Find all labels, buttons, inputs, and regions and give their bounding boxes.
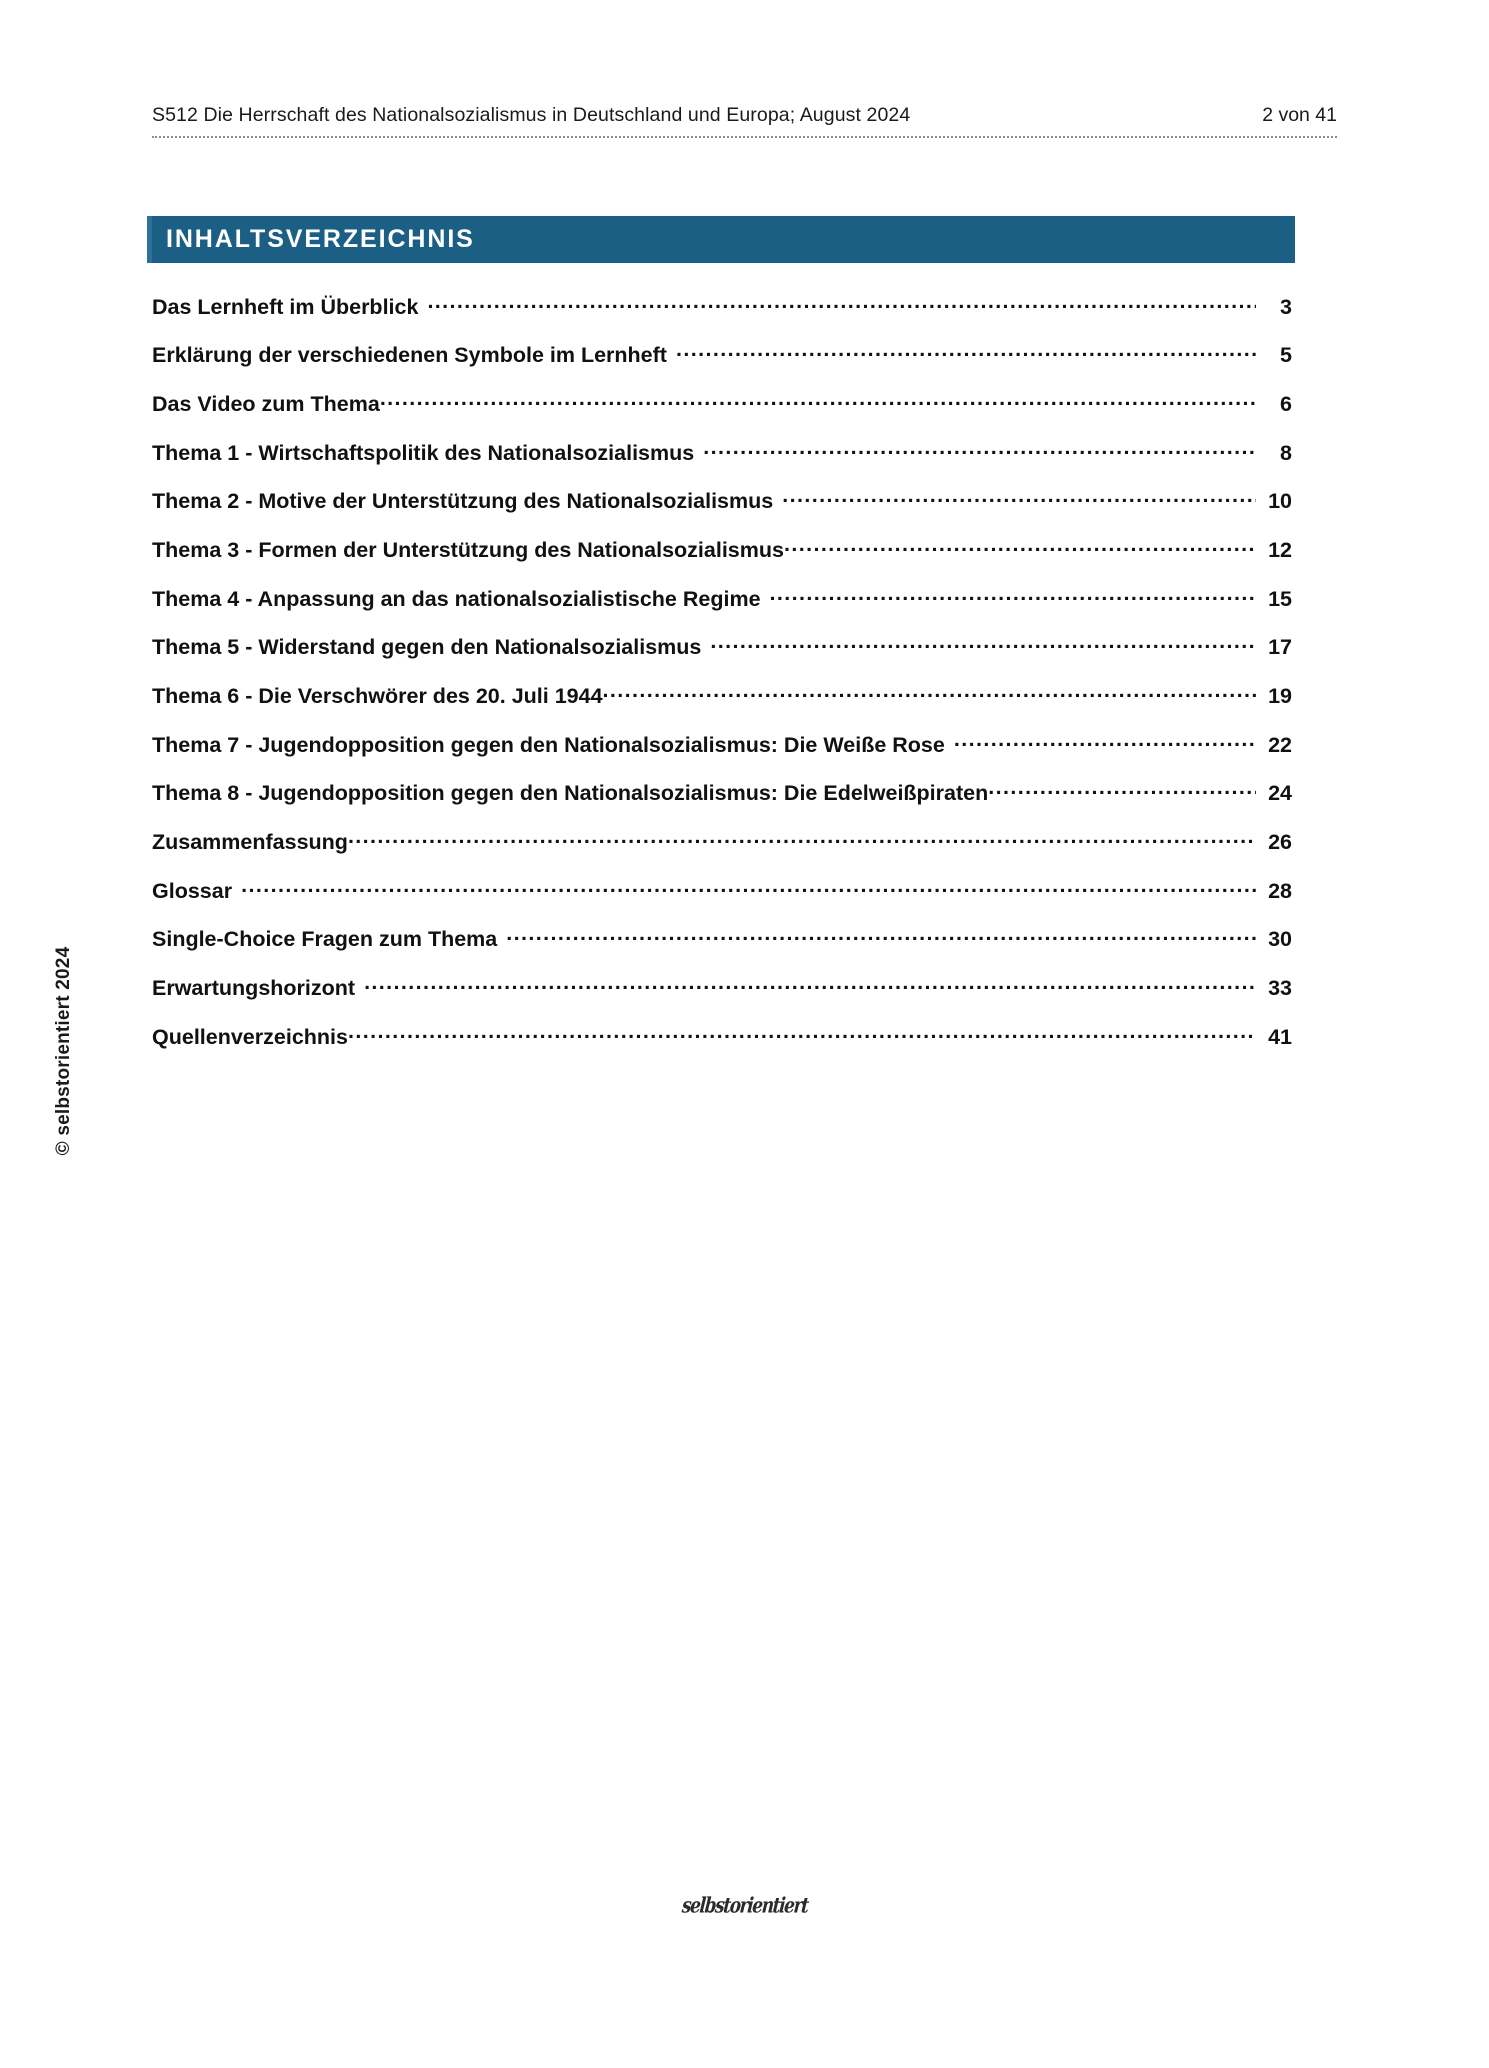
- section-title-bar: [147, 216, 1295, 263]
- toc-entry[interactable]: [152, 341, 1292, 390]
- toc-entry-label: Erwartungshorizont: [152, 976, 356, 1001]
- toc-entry[interactable]: [152, 682, 1292, 731]
- toc-entry[interactable]: [152, 974, 1292, 1023]
- toc-leader-dots: [676, 341, 1256, 363]
- toc-leader-dots: [427, 292, 1256, 314]
- toc-leader-dots: [703, 438, 1256, 460]
- toc-entry[interactable]: [152, 292, 1292, 341]
- toc-entry[interactable]: [152, 925, 1292, 974]
- toc-entry-page: 30: [1268, 927, 1292, 952]
- toc-entry-label: Glossar: [152, 878, 233, 903]
- toc-entry-label: Zusammenfassung: [152, 830, 348, 855]
- toc-entry-page: 3: [1280, 294, 1292, 319]
- toc-entry-label: Das Video zum Thema: [152, 391, 380, 416]
- toc-entry-page: 15: [1268, 586, 1292, 611]
- brand-wordmark: selbstorientiert: [680, 1893, 809, 1919]
- toc-entry[interactable]: [152, 584, 1292, 633]
- toc-entry[interactable]: [152, 633, 1292, 682]
- document-header: [152, 104, 1337, 127]
- toc-entry-page: 12: [1268, 537, 1292, 562]
- toc-entry[interactable]: [152, 1022, 1292, 1071]
- toc-entry[interactable]: [152, 730, 1292, 779]
- toc-entry-label: Das Lernheft im Überblick: [152, 294, 419, 319]
- toc-leader-dots: [603, 682, 1256, 704]
- toc-entry-label: Thema 6 - Die Verschwörer des 20. Juli 1944: [152, 684, 603, 708]
- toc-entry-page: 26: [1268, 830, 1292, 855]
- toc-leader-dots: [710, 633, 1256, 655]
- toc-entry-label: Thema 2 - Motive der Unterstützung des Nationalsozialismus: [152, 489, 774, 514]
- toc-entry-page: 24: [1268, 781, 1292, 806]
- toc-leader-dots: [348, 1022, 1256, 1044]
- toc-entry-page: 10: [1268, 489, 1292, 514]
- toc-leader-dots: [364, 974, 1256, 996]
- toc-leader-dots: [380, 389, 1256, 411]
- toc-entry-page: 33: [1268, 976, 1292, 1001]
- toc-entry[interactable]: [152, 438, 1292, 487]
- header-document-title: S512 Die Herrschaft des Nationalsozialismus in Deutschland und Europa; August 2024: [152, 104, 911, 126]
- toc-entry-label: Thema 3 - Formen der Unterstützung des Nationalsozialismus: [152, 537, 784, 562]
- toc-entry[interactable]: [152, 535, 1292, 584]
- table-of-contents: [152, 292, 1292, 1071]
- toc-entry-page: 28: [1268, 878, 1292, 903]
- toc-entry-label: Single-Choice Fragen zum Thema: [152, 927, 498, 952]
- toc-entry-label: Thema 5 - Widerstand gegen den Nationalsozialismus: [152, 635, 702, 660]
- toc-entry-label: Thema 1 - Wirtschaftspolitik des Nationalsozialismus: [152, 440, 695, 465]
- page-title: INHALTSVERZEICHNIS: [166, 225, 475, 253]
- toc-leader-dots: [241, 876, 1256, 898]
- header-page-indicator: 2 von 41: [1262, 104, 1337, 126]
- header-divider: [152, 136, 1337, 138]
- toc-entry-label: Thema 4 - Anpassung an das nationalsozialistische Regime: [152, 586, 761, 611]
- footer-logo: [0, 1893, 1489, 1919]
- toc-entry-page: 41: [1268, 1024, 1292, 1049]
- toc-entry-label: Thema 7 - Jugendopposition gegen den Nationalsozialismus: Die Weiße Rose: [152, 732, 945, 757]
- toc-entry-page: 5: [1280, 343, 1292, 368]
- toc-leader-dots: [988, 779, 1256, 801]
- toc-entry[interactable]: [152, 779, 1292, 828]
- toc-leader-dots: [784, 535, 1256, 557]
- toc-leader-dots: [770, 584, 1256, 606]
- toc-entry-page: 8: [1280, 440, 1292, 465]
- toc-entry[interactable]: [152, 828, 1292, 877]
- toc-entry-label: Thema 8 - Jugendopposition gegen den Nationalsozialismus: Die Edelweißpiraten: [152, 781, 989, 806]
- toc-entry-page: 6: [1280, 391, 1292, 416]
- toc-entry-label: Erklärung der verschiedenen Symbole im Lernheft: [152, 343, 667, 368]
- toc-entry-page: 17: [1268, 635, 1292, 660]
- toc-entry[interactable]: [152, 876, 1292, 925]
- toc-entry[interactable]: [152, 389, 1292, 438]
- toc-entry-page: 22: [1268, 732, 1292, 757]
- toc-leader-dots: [954, 730, 1256, 752]
- toc-leader-dots: [506, 925, 1256, 947]
- copyright-vertical-text: © selbstorientiert 2024: [53, 946, 74, 1156]
- toc-entry-label: Quellenverzeichnis: [152, 1024, 348, 1049]
- toc-entry-page: 19: [1268, 684, 1292, 708]
- toc-entry[interactable]: [152, 487, 1292, 536]
- toc-leader-dots: [782, 487, 1256, 509]
- toc-leader-dots: [348, 828, 1256, 850]
